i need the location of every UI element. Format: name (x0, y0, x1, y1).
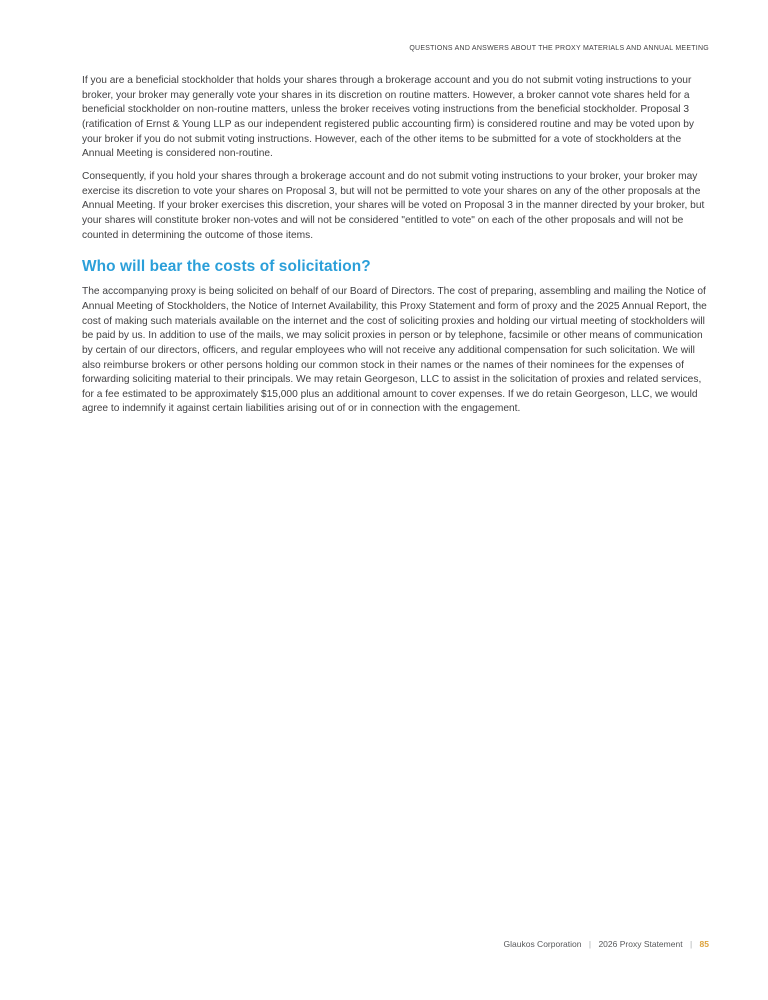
body-paragraph: Consequently, if you hold your shares through a brokerage account and do not submit voting instructions to your broker, your broker may exercise its discretion to vote your shares on Proposal 3, but will not be permitted to vote your shares on any of the other proposals at the Annual Meeting. If your broker exercises this discretion, your shares will be voted on Proposal 3 in the manner directed by your broker, but your shares will constitute broker non-votes and will not be considered "entitled to vote" on each of the other proposals and will not be counted in determining the outcome of those items. (82, 170, 705, 241)
body-paragraph: If you are a beneficial stockholder that holds your shares through a brokerage account and you do not submit voting instructions to your broker, your broker may generally vote your shares in its discretion on routine matters. However, a broker cannot vote shares held for a beneficial stockholder on non-routine matters, unless the broker receives voting instructions from the beneficial stockholder. Proposal 3 (ratification of Ernst & Young LLP as our independent registered public accounting firm) is considered routine and may be voted upon by your broker if you do not submit voting instructions. However, each of the other items to be submitted for a vote of stockholders at the Annual Meeting is considered non-routine. (82, 75, 695, 160)
footer-company-name: Glaukos Corporation (503, 939, 582, 949)
running-header: QUESTIONS AND ANSWERS ABOUT THE PROXY MATERIALS AND ANNUAL MEETING (409, 45, 709, 52)
body-paragraph: The accompanying proxy is being solicited on behalf of our Board of Directors. The cost of preparing, assembling and mailing the Notice of Annual Meeting of Stockholders, the Notice of Internet Availability, this Proxy Statement and form of proxy and the 2025 Annual Report, the cost of making such materials available on the internet and the cost of soliciting proxies and holding our virtual meeting of stockholders will be paid by us. In addition to use of the mails, we may solicit proxies in person or by telephone, facsimile or other means of communication by certain of our directors, officers, and regular employees who will not receive any additional compensation for such solicitation. We will also reimburse brokers or other persons holding our common stock in their names or the names of their nominees for the expenses of forwarding soliciting material to their principals. We may retain Georgeson, LLC to assist in the solicitation of proxies and related services, for a fee estimated to be approximately $15,000 plus an additional amount to cover expenses. If we do retain Georgeson, LLC, we would agree to indemnify it against certain liabilities arising out of or in connection with the engagement. (82, 286, 707, 415)
footer-document-title: 2026 Proxy Statement (598, 939, 683, 949)
page-content (82, 74, 709, 425)
footer-separator: | (689, 939, 693, 949)
page-number: 85 (699, 939, 709, 949)
section-heading: Who will bear the costs of solicitation? (82, 258, 371, 276)
page-footer (82, 939, 709, 949)
footer-separator: | (588, 939, 592, 949)
